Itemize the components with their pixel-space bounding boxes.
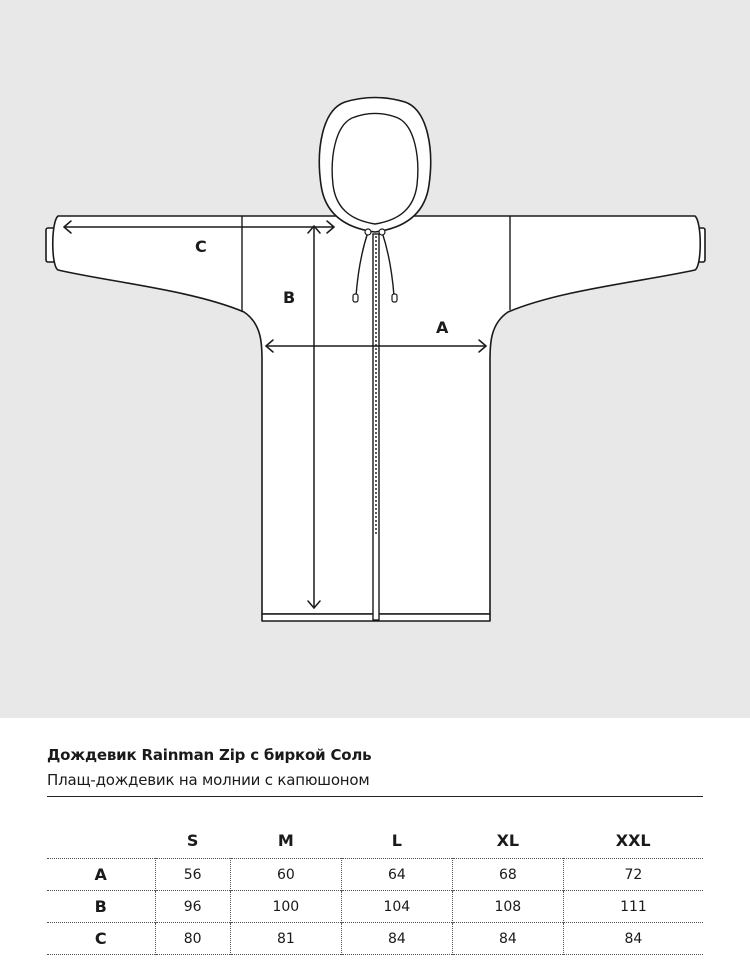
table-row xyxy=(47,859,703,891)
corner-cell xyxy=(47,822,155,859)
table-cell: 108 xyxy=(452,891,563,923)
table-cell: 60 xyxy=(230,859,341,891)
dimension-c-label: C xyxy=(195,237,207,256)
row-label: A xyxy=(47,859,155,891)
row-label: B xyxy=(47,891,155,923)
table-cell: 68 xyxy=(452,859,563,891)
dimension-a-label: A xyxy=(436,318,449,337)
table-cell: 64 xyxy=(341,859,452,891)
size-table xyxy=(47,822,703,955)
table-cell: 96 xyxy=(155,891,230,923)
table-row xyxy=(47,923,703,955)
table-cell: 81 xyxy=(230,923,341,955)
table-row xyxy=(47,891,703,923)
dimension-b-label: B xyxy=(283,288,296,307)
table-cell: 111 xyxy=(620,898,647,915)
table-cell: 84 xyxy=(624,930,643,947)
table-cell: 80 xyxy=(155,923,230,955)
left-cord-stopper xyxy=(353,294,358,302)
row-label: C xyxy=(47,923,155,955)
size-header-row xyxy=(47,822,703,859)
size-header: S xyxy=(186,830,199,850)
size-header: XL xyxy=(496,830,520,850)
divider xyxy=(47,796,703,797)
zipper xyxy=(373,234,379,620)
table-cell: 72 xyxy=(624,866,643,883)
right-cord-stopper xyxy=(392,294,397,302)
size-header: M xyxy=(277,830,294,850)
hood xyxy=(319,98,430,233)
product-title: Дождевик Rainman Zip с биркой Соль xyxy=(47,746,372,764)
table-cell: 100 xyxy=(230,891,341,923)
size-header: L xyxy=(391,830,402,850)
size-header: XXL xyxy=(615,830,651,850)
table-cell: 56 xyxy=(155,859,230,891)
table-cell: 84 xyxy=(341,923,452,955)
table-cell: 104 xyxy=(341,891,452,923)
product-subtitle: Плащ-дождевик на молнии с капюшоном xyxy=(47,771,370,789)
table-cell: 84 xyxy=(452,923,563,955)
